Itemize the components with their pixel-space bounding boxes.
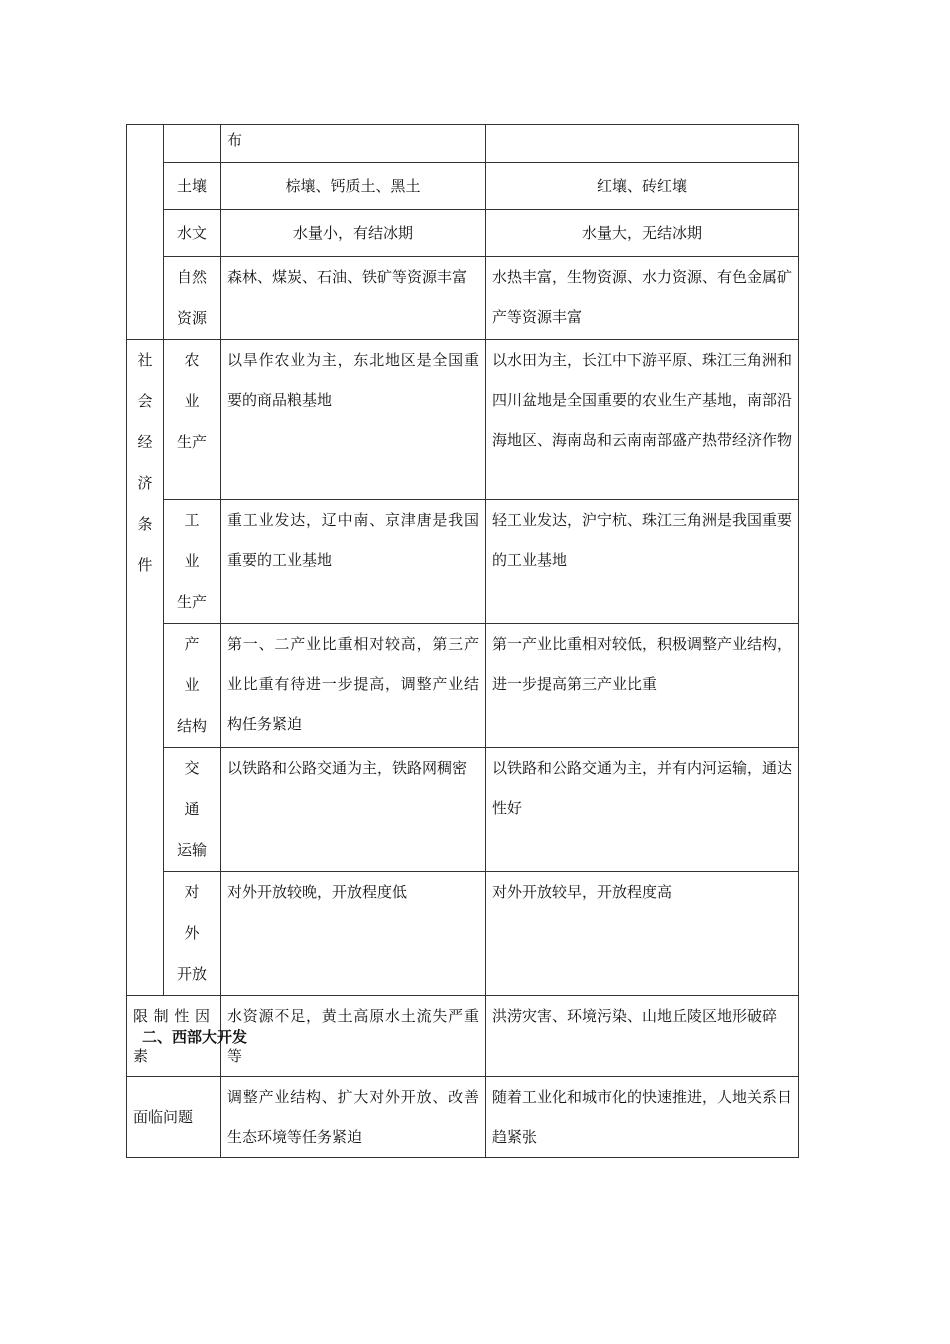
south-soil-cell: 红壤、砖红壤 xyxy=(486,163,799,210)
north-transport-cell: 以铁路和公路交通为主，铁路网稠密 xyxy=(221,748,486,872)
row-label-part: 资源 xyxy=(176,309,207,327)
row-label-part: 对外 xyxy=(184,883,210,942)
section-heading: 二、西部大开发 xyxy=(142,1028,248,1046)
table-row-industrial-structure xyxy=(127,624,799,748)
south-agriculture-cell: 以水田为主，长江中下游平原、珠江三角洲和四川盆地是全国重要的农业生产基地，南部沿海地区、海南岛和云南南部盛产热带经济作物 xyxy=(486,340,799,500)
row-label-part: 农业 xyxy=(184,351,210,410)
table-row-soil xyxy=(127,163,799,210)
socio-label-char: 济 xyxy=(137,474,153,492)
north-structure-cell: 第一、二产业比重相对较高，第三产业比重有待进一步提高，调整产业结构任务紧迫 xyxy=(221,624,486,748)
south-problems-cell: 随着工业化和城市化的快速推进，人地关系日趋紧张 xyxy=(486,1077,799,1158)
north-cell-continuation: 布 xyxy=(221,125,486,163)
row-label-opening-up xyxy=(164,872,221,996)
north-opening-cell: 对外开放较晚，开放程度低 xyxy=(221,872,486,996)
table-row-natural-resources xyxy=(127,257,799,340)
empty-label-cell xyxy=(164,125,221,163)
socio-label-char: 条 xyxy=(137,515,153,533)
row-label-problems: 面临问题 xyxy=(127,1077,221,1158)
north-industry-cell: 重工业发达，辽中南、京津唐是我国重要的工业基地 xyxy=(221,500,486,624)
row-label-hydrology: 水文 xyxy=(164,210,221,257)
south-opening-cell: 对外开放较早，开放程度高 xyxy=(486,872,799,996)
row-label-part: 交通 xyxy=(184,759,210,818)
row-label-industrial-structure xyxy=(164,624,221,748)
south-hydrology-cell: 水量大，无结冰期 xyxy=(486,210,799,257)
table-row-agriculture xyxy=(127,340,799,500)
row-label-agriculture xyxy=(164,340,221,500)
north-agriculture-cell: 以旱作农业为主，东北地区是全国重要的商品粮基地 xyxy=(221,340,486,500)
row-label-part: 开放 xyxy=(176,965,207,983)
row-label-industry xyxy=(164,500,221,624)
row-label-part: 自然 xyxy=(176,268,207,286)
row-label-part: 结构 xyxy=(176,717,207,735)
south-limiting-cell: 洪涝灾害、环境污染、山地丘陵区地形破碎 xyxy=(486,996,799,1077)
table-row-transport xyxy=(127,748,799,872)
table-row-hydrology xyxy=(127,210,799,257)
natural-category-cell xyxy=(127,125,164,340)
row-label-part: 工业 xyxy=(184,511,210,570)
south-cell-continuation xyxy=(486,125,799,163)
row-label-limiting-factors: 限制性因素 xyxy=(127,996,221,1077)
north-problems-cell: 调整产业结构、扩大对外开放、改善生态环境等任务紧迫 xyxy=(221,1077,486,1158)
north-limiting-cell: 水资源不足，黄土高原水土流失严重等 xyxy=(221,996,486,1077)
south-industry-cell: 轻工业发达，沪宁杭、珠江三角洲是我国重要的工业基地 xyxy=(486,500,799,624)
row-label-part: 产业 xyxy=(184,635,210,694)
south-transport-cell: 以铁路和公路交通为主，并有内河运输，通达性好 xyxy=(486,748,799,872)
south-structure-cell: 第一产业比重相对较低，积极调整产业结构，进一步提高第三产业比重 xyxy=(486,624,799,748)
row-label-transport xyxy=(164,748,221,872)
table-row-problems xyxy=(127,1077,799,1158)
row-label-soil: 土壤 xyxy=(164,163,221,210)
row-label-part: 运输 xyxy=(176,841,207,859)
table-row-continuation xyxy=(127,125,799,163)
north-soil-cell: 棕壤、钙质土、黑土 xyxy=(221,163,486,210)
comparison-table xyxy=(126,124,799,1158)
table-row-industry xyxy=(127,500,799,624)
south-natural-resources-cell: 水热丰富，生物资源、水力资源、有色金属矿产等资源丰富 xyxy=(486,257,799,340)
row-label-part: 生产 xyxy=(176,593,207,611)
row-label-natural-resources xyxy=(164,257,221,340)
north-natural-resources-cell: 森林、煤炭、石油、铁矿等资源丰富 xyxy=(221,257,486,340)
row-label-part: 生产 xyxy=(176,433,207,451)
socio-label-char: 会 xyxy=(137,392,153,410)
table-row-opening-up xyxy=(127,872,799,996)
socio-label-char: 社 xyxy=(137,351,153,369)
north-hydrology-cell: 水量小，有结冰期 xyxy=(221,210,486,257)
socio-label-char: 经 xyxy=(137,433,153,451)
socio-label-char: 件 xyxy=(137,556,153,574)
socio-economic-label xyxy=(127,340,164,996)
